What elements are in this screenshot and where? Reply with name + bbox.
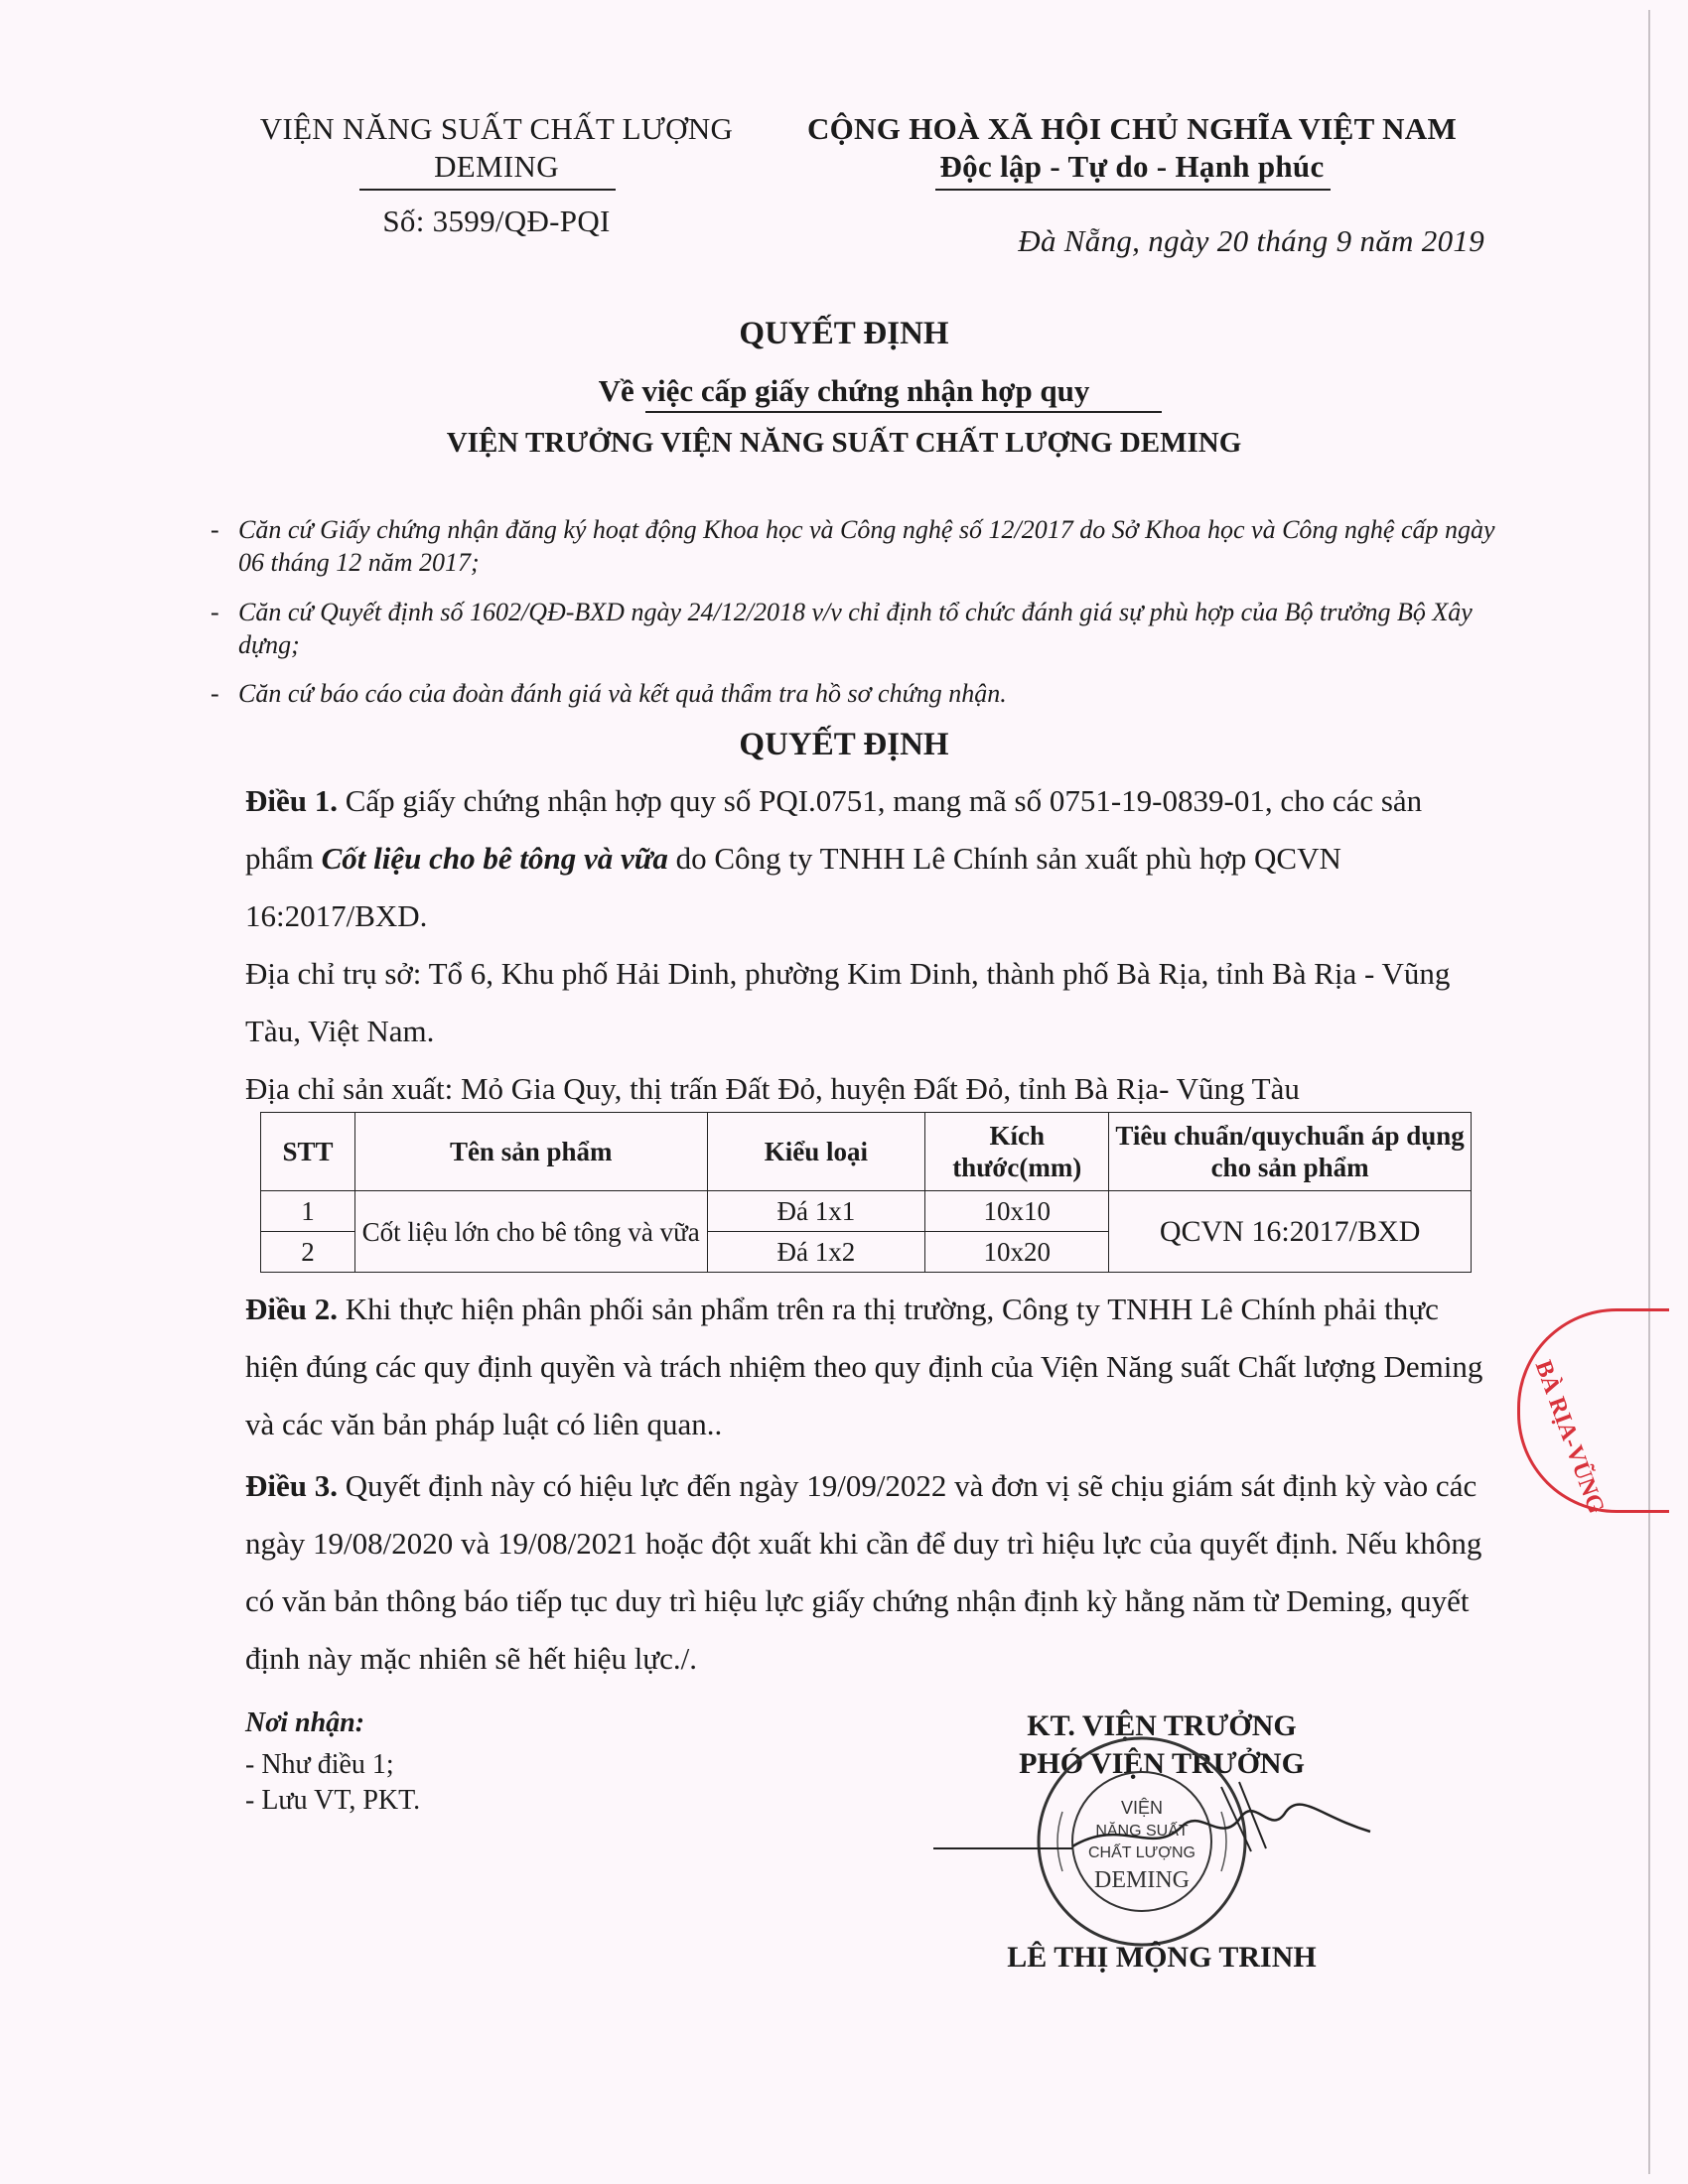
office-address: Địa chỉ trụ sở: Tổ 6, Khu phố Hải Dinh, phường Kim Dinh, thành phố Bà Rịa, tỉnh Bà Rịa - Vũng Tàu, Việt Nam. <box>245 956 1451 1048</box>
production-address: Địa chỉ sản xuất: Mỏ Gia Quy, thị trấn Đất Đỏ, huyện Đất Đỏ, tỉnh Bà Rịa- Vũng Tàu <box>245 1071 1300 1106</box>
svg-text:CHẤT LƯỢNG: CHẤT LƯỢNG <box>1088 1844 1196 1861</box>
motto-underline <box>935 189 1331 191</box>
signer-name: LÊ THỊ MỘNG TRINH <box>1007 1941 1317 1974</box>
article-1-text-a: Cấp giấy chứng nhận hợp quy số PQI.0751, mang mã số 0751-19-0839-01, cho các sản phẩm <box>245 783 1423 876</box>
table-row <box>261 1191 1472 1232</box>
cell-type: Đá 1x1 <box>707 1191 925 1232</box>
article-1-text-b: do Công ty TNHH Lê Chính sản xuất phù hợp QCVN 16:2017/BXD. <box>245 841 1341 933</box>
bullet-dash: - <box>211 515 219 544</box>
product-name: Cốt liệu cho bê tông và vữa <box>321 841 668 876</box>
org-name-line2: DEMING <box>434 149 559 184</box>
signature-title-line2: PHÓ VIỆN TRƯỞNG <box>1019 1747 1305 1780</box>
article-1-label: Điều 1. <box>245 783 338 818</box>
bullet-dash: - <box>211 598 219 626</box>
cell-size: 10x20 <box>925 1232 1109 1273</box>
basis-text: Căn cứ Quyết định số 1602/QĐ-BXD ngày 24/12/2018 v/v chỉ định tổ chức đánh giá sự phù hợp của Bộ trưởng Bộ Xây dựng; <box>238 598 1473 659</box>
red-stamp-text: BÀ RỊA-VŨNG <box>1529 1357 1610 1518</box>
cell-type: Đá 1x2 <box>707 1232 925 1273</box>
cell-product-name: Cốt liệu lớn cho bê tông và vữa <box>354 1191 707 1273</box>
signature-scribble <box>923 1757 1380 1876</box>
svg-text:VIỆN: VIỆN <box>1120 1798 1164 1818</box>
article-3-label: Điều 3. <box>245 1468 338 1503</box>
svg-text:DEMING: DEMING <box>1094 1867 1190 1893</box>
issuing-authority: VIỆN TRƯỞNG VIỆN NĂNG SUẤT CHẤT LƯỢNG DEMING <box>446 427 1242 459</box>
table-header: STT <box>261 1113 355 1191</box>
decision-heading: QUYẾT ĐỊNH <box>739 727 949 762</box>
article-1 <box>245 772 1496 945</box>
document-number: Số: 3599/QĐ-PQI <box>382 204 611 238</box>
place-date: Đà Nẵng, ngày 20 tháng 9 năm 2019 <box>1018 223 1484 258</box>
document-title: QUYẾT ĐỊNH <box>739 316 949 351</box>
national-motto: Độc lập - Tự do - Hạnh phúc <box>939 149 1325 184</box>
basis-item <box>211 513 1499 579</box>
org-underline <box>359 189 616 191</box>
table-header: Tên sản phẩm <box>354 1113 707 1191</box>
document-subject: Về việc cấp giấy chứng nhận hợp quy <box>598 373 1090 408</box>
article-2-text: Khi thực hiện phân phối sản phẩm trên ra thị trường, Công ty TNHH Lê Chính phải thực hiện đúng các quy định quyền và trách nhiệm theo quy định của Viện Năng suất Chất lượng Deming và các văn bản pháp luật có liên quan.. <box>245 1292 1483 1441</box>
table-header: Kiểu loại <box>707 1113 925 1191</box>
article-3 <box>245 1457 1496 1688</box>
org-name-line1: VIỆN NĂNG SUẤT CHẤT LƯỢNG <box>259 111 734 146</box>
article-3-text: Quyết định này có hiệu lực đến ngày 19/09/2022 và đơn vị sẽ chịu giám sát định kỳ vào các ngày 19/08/2020 và 19/08/2021 hoặc đột xuất khi cần để duy trì hiệu lực của quyết định. Nếu không có văn bản thông báo tiếp tục duy trì hiệu lực giấy chứng nhận định kỳ hằng năm từ Deming, quyết định này mặc nhiên sẽ hết hiệu lực./. <box>245 1468 1482 1676</box>
basis-item <box>211 596 1499 661</box>
table-header: Kích thước(mm) <box>925 1113 1109 1191</box>
basis-text: Căn cứ báo cáo của đoàn đánh giá và kết quả thẩm tra hồ sơ chứng nhận. <box>238 679 1007 708</box>
article-2 <box>245 1281 1496 1453</box>
table-header-row <box>261 1113 1472 1191</box>
red-stamp <box>1517 1308 1669 1518</box>
cell-standard: QCVN 16:2017/BXD <box>1109 1191 1472 1273</box>
basis-text: Căn cứ Giấy chứng nhận đăng ký hoạt động Khoa học và Công nghệ số 12/2017 do Sở Khoa học và Công nghệ cấp ngày 06 tháng 12 năm 2017; <box>238 515 1495 577</box>
product-table <box>260 1112 1472 1273</box>
recipient-item: - Lưu VT, PKT. <box>245 1785 421 1816</box>
article-2-label: Điều 2. <box>245 1292 338 1326</box>
table-header: Tiêu chuẩn/quychuẩn áp dụng cho sản phẩm <box>1109 1113 1472 1191</box>
basis-item <box>211 677 1499 710</box>
bullet-dash: - <box>211 679 219 708</box>
recipient-item: - Như điều 1; <box>245 1749 394 1780</box>
cell-stt: 2 <box>261 1232 355 1273</box>
subject-underline <box>645 411 1162 413</box>
signature-title-line1: KT. VIỆN TRƯỞNG <box>1027 1709 1297 1742</box>
country-name: CỘNG HOÀ XÃ HỘI CHỦ NGHĨA VIỆT NAM <box>806 111 1458 146</box>
recipients-heading: Nơi nhận: <box>245 1707 365 1738</box>
cell-stt: 1 <box>261 1191 355 1232</box>
cell-size: 10x10 <box>925 1191 1109 1232</box>
svg-text:NĂNG SUẤT: NĂNG SUẤT <box>1095 1823 1189 1840</box>
